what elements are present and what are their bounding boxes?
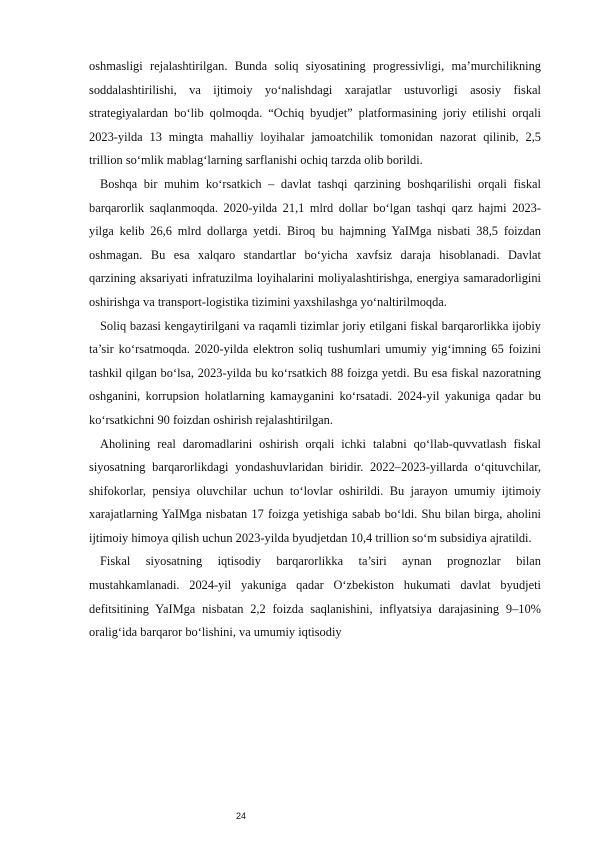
paragraph-tax-base: Soliq bazasi kengaytirilgani va raqamli tizimlar joriy etilgani fiskal barqarorlikka ijobiy ta’sir ko‘rsatmoqda. 2020-yilda elektron soliq tushumlari umumiy yig‘imning 65 foizini tashkil qilgan bo‘lsa, 2023-yilda bu ko‘rsatkich 88 foizga yetdi. Bu esa fiskal nazoratning oshganini, korrupsion holatlarning kamayganini ko‘rsatadi. 2024-yil yakuniga qadar bu ko‘rsatkichni 90 foizdan oshirish rejalashtirilgan.: [89, 318, 541, 427]
paragraph-forecasts: Fiskal siyosatning iqtisodiy barqarorlikka ta’siri aynan prognozlar bilan mustahkamlanadi. 2024-yil yakuniga qadar O‘zbekiston hukumati davlat byudjeti defitsitining YaIMga nisbatan 2,2 foizda saqlanishini, inflyatsiya darajasining 9–10% oralig‘ida barqaror bo‘lishini, va umumiy iqtisodiy: [89, 554, 541, 640]
paragraph-real-income: Aholining real daromadlarini oshirish orqali ichki talabni qo‘llab-quvvatlash fiskal siyosatning barqarorlikdagi yondashuvlaridan biridir. 2022–2023-yillarda o‘qituvchilar, shifokorlar, pensiya oluvchilar uchun to‘lovlar oshirildi. Bu jarayon umumiy ijtimoiy xarajatlarning YaIMga nisbatan 17 foizga yetishiga sabab bo‘ldi. Shu bilan birga, aholini ijtimoiy himoya qilish uchun 2023-yilda byudjetdan 10,4 trillion so‘m subsidiya ajratildi.: [89, 436, 541, 545]
document-page: [89, 55, 541, 645]
paragraph-external-debt: Boshqa bir muhim ko‘rsatkich – davlat tashqi qarzining boshqarilishi orqali fiskal barqarorlik saqlanmoqda. 2020-yilda 21,1 mlrd dollar bo‘lgan tashqi qarz hajmi 2023-yilga kelib 26,6 mlrd dollarga yetdi. Biroq bu hajmning YaIMga nisbati 38,5 foizdan oshmagan. Bu esa xalqaro standartlar bo‘yicha xavfsiz daraja hisoblanadi. Davlat qarzining aksariyati infratuzilma loyihalarini moliyalashtirishga, energiya samaradorligini oshirishga va transport-logistika tizimini yaxshilashga yo‘naltirilmoqda.: [89, 176, 541, 309]
page-number: 24: [235, 811, 246, 821]
paragraph-continuation: oshmasligi rejalashtirilgan. Bunda soliq siyosatining progressivligi, ma’murchilikning soddalashtirilishi, va ijtimoiy yo‘nalishdagi xarajatlar ustuvorligi asosiy fiskal strategiyalardan bo‘lib qolmoqda. “Ochiq byudjet” platformasining joriy etilishi orqali 2023-yilda 13 mingta mahalliy loyihalar jamoatchilik tomonidan nazorat qilinib, 2,5 trillion so‘mlik mablag‘larning sarflanishi ochiq tarzda olib borildi.: [89, 59, 541, 168]
